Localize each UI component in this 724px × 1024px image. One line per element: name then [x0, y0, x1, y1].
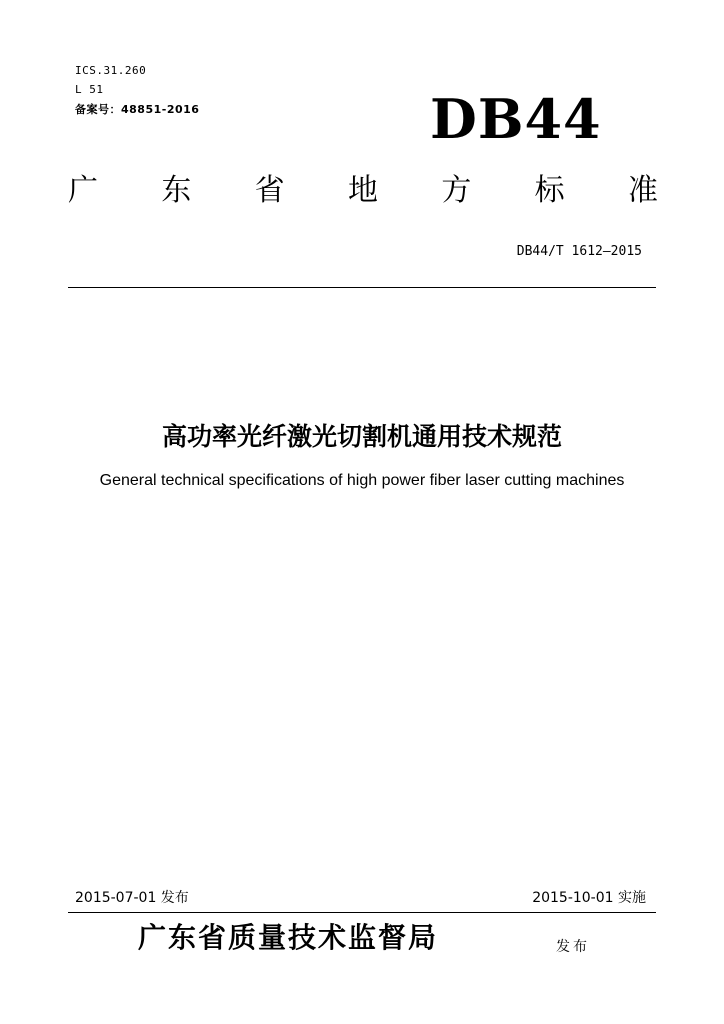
implementation-date: 2015-10-01 实施: [532, 890, 646, 906]
standard-number: DB44/T 1612—2015: [516, 244, 642, 259]
standard-type-char: 标: [534, 173, 565, 208]
ics-code: ICS.31.260: [75, 64, 147, 77]
standard-type-heading: [68, 173, 658, 208]
release-date: 2015-07-01 发布: [75, 890, 189, 906]
document-title-chinese: 高功率光纤激光切割机通用技术规范: [161, 422, 562, 451]
standard-type-char: 地: [347, 173, 378, 208]
issued-label: 发布: [556, 939, 590, 955]
filing-number: 备案号：48851-2016: [75, 103, 200, 116]
issuing-authority: 广东省质量技术监督局: [138, 921, 439, 954]
bottom-divider: [68, 912, 656, 913]
standard-type-char: 方: [441, 173, 472, 208]
document-title-english: General technical specifications of high power fiber laser cutting machines: [99, 472, 625, 489]
standard-type-char: 东: [161, 173, 192, 208]
db44-logo: DB44: [430, 87, 602, 151]
classification-code: L 51: [75, 83, 104, 96]
standard-type-char: 省: [254, 173, 285, 208]
standard-type-char: 准: [627, 173, 658, 208]
top-divider: [68, 287, 656, 288]
standard-type-char: 广: [68, 173, 98, 208]
